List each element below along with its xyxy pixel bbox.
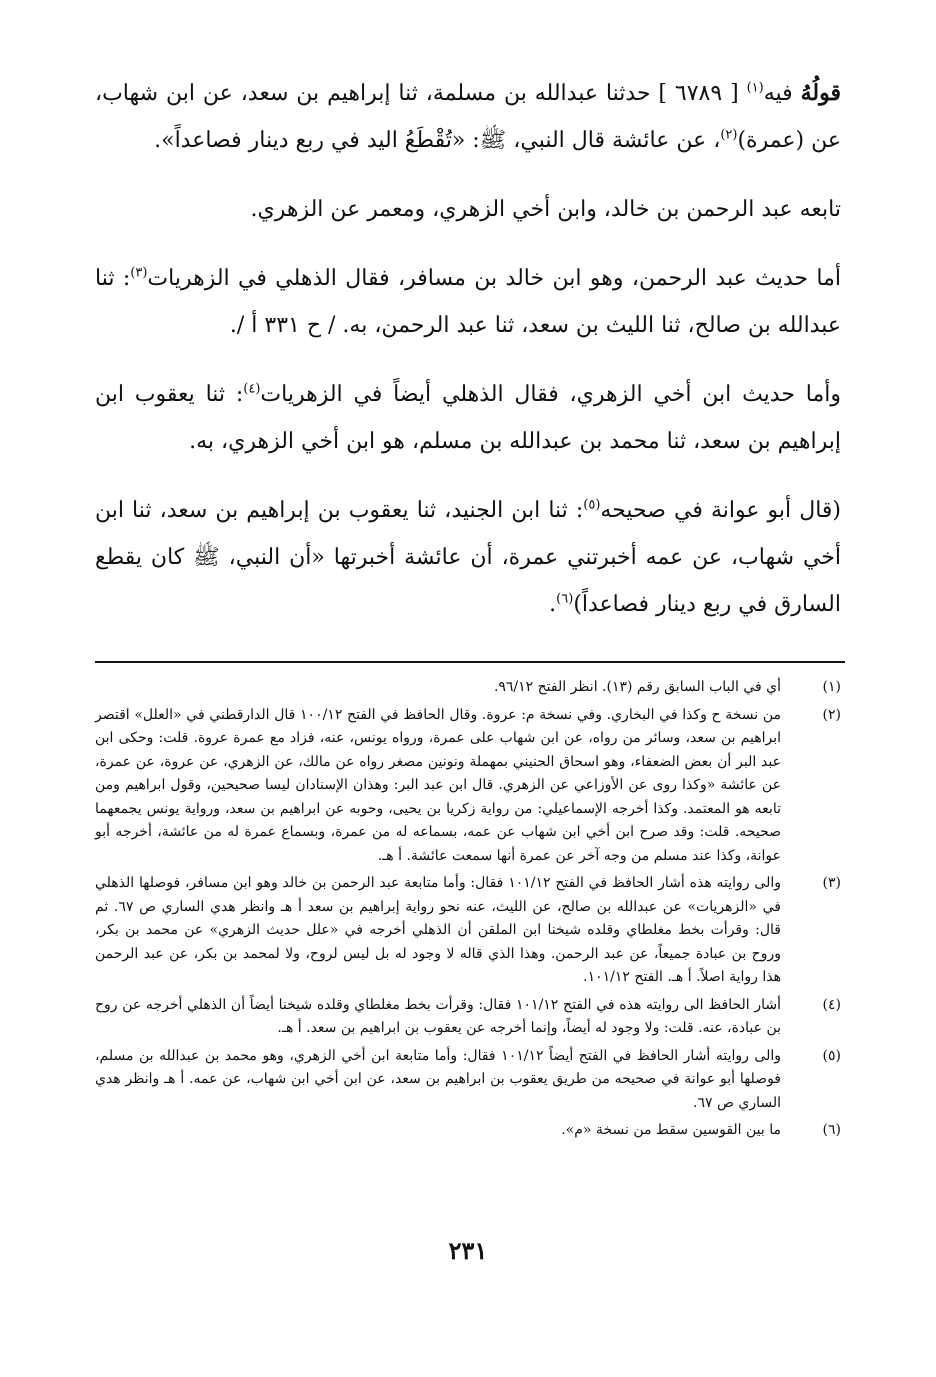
paragraph-3-text-b: : ثنا عبدالله بن صالح، ثنا الليث بن سعد، ثنا عبد الرحمن، به. / ح ٣٣١ أ /. [95, 266, 841, 338]
footnote-4 [95, 994, 841, 1041]
paragraph-4 [95, 371, 841, 465]
paragraph-1-text-b: [ ٦٧٨٩ ] حدثنا عبدالله بن مسلمة، ثنا إبراهيم بن سعد، عن ابن شهاب، عن (عمرة) [95, 81, 841, 153]
footnote-3 [95, 872, 841, 990]
footnote-text: من نسخة ح وكذا في البخاري. وفي نسخة م: عروة. وقال الحافظ في الفتح ١٠٠/١٢ قال الدارقطني في «العلل» اقتصر ابراهيم بن سعد، وسائر من رواه، عن ابن شهاب على عمرة، ورواه يونس، عنه، فزاد مع عمرة عروة. قلت: وحكى ابن عبد البر أن بعض الضعفاء، وهو اسحاق الحنيني بمهملة ونونين مصغر رواه عن مالك، عن الزهري، عن عروة، عن عمرة، عن عائشة «وكذا روى عن الأوزاعي عن الزهري. قال ابن عبد البر: وهذان الإسنادان ليسا صحيحين، وقول ابراهيم ومن تابعه هو المعتمد. وكذا أخرجه الإسماعيلي: من رواية زكريا بن يحيى، وحوبه عن ابراهيم بن سعد، ورواية يونس يجمعهما صحيحه. قلت: وقد صرح ابن أخي ابن شهاب عن عمه، بسماعه له من عمرة، وبسماع عمرة له من عائشة، أخرجه أبو عوانة، وكذا عند مسلم من وجه آخر عن عمرة أنها سمعت عائشة. أ هـ. [95, 706, 781, 864]
paragraph-1-text-a: فيه [763, 81, 801, 106]
paragraph-4-text-b: : ثنا يعقوب ابن إبراهيم بن سعد، ثنا محمد بن عبدالله بن مسلم، هو ابن أخي الزهري، به. [95, 382, 841, 454]
paragraph-1 [95, 70, 841, 164]
footnotes [95, 676, 841, 1147]
paragraph-2: تابعه عبد الرحمن بن خالد، وابن أخي الزهري، ومعمر عن الزهري. [250, 197, 841, 222]
footnote-divider [95, 661, 845, 663]
footnote-ref-5: (٥) [583, 497, 601, 513]
footnote-ref-1: (١) [746, 80, 764, 96]
footnote-number: (٢) [822, 706, 841, 723]
paragraph-5-text-a: (قال أبو عوانة في صحيحه [600, 498, 841, 523]
lead-word: قولُهُ [800, 80, 841, 106]
paragraph-5-text-c: . [549, 592, 557, 617]
footnote-text: والى روايته هذه أشار الحافظ في الفتح ١٠١/١٢ فقال: وأما متابعة عبد الرحمن بن خالد وهو ابن مسافر، فوصلها الذهلي في «الزهريات» عن عبدالله بن صالح، عن الليث، عنه نحو رواية إبراهيم بن سعد أ هـ وانظر هدي الساري ص ٦٧. ثم قال: وقرأت بخط مغلطاي وقلده شيخنا ابن الملقن أن الذهلي أخرجه في «علل حديث الزهري» عن محمد بن بكر، وروح بن عبادة جميعاً، عن عبد الرحمن. وهذا الذي قاله لا وجود له بل ليس لروح، ولا لمحمد بن بكر، عن عبد الرحمن هذا رواية اصلاً. أ هـ. الفتح ١٠١/١٢. [95, 875, 781, 985]
page-number: ٢٣١ [448, 1236, 488, 1265]
footnote-number: (١) [822, 679, 841, 695]
footnote-number: (٦) [822, 1122, 841, 1138]
paragraph-5 [95, 487, 841, 628]
footnote-ref-2: (٢) [720, 127, 738, 143]
footnote-ref-4: (٤) [243, 381, 261, 397]
paragraph-5-text-b: : ثنا ابن الجنيد، ثنا يعقوب بن إبراهيم بن سعد، ثنا ابن أخي شهاب، عن عمه أخبرتني عمرة، أن عائشة أخبرتها «أن النبي، ﷺ كان يقطع السارق في ربع دينار فصاعداً) [95, 498, 841, 617]
footnote-2 [95, 704, 841, 869]
paragraph-1-text-c: ، عن عائشة قال النبي، ﷺ: «تُقْطَعُ اليد في ربع دينار فصاعداً». [154, 128, 721, 153]
footnote-text: ما بين القوسين سقط من نسخة «م». [561, 1122, 781, 1138]
footnote-ref-3: (٣) [130, 265, 148, 281]
footnote-text: والى روايته أشار الحافظ في الفتح أيضاً ١٠١/١٢ فقال: وأما متابعة ابن أخي الزهري، وهو محمد بن عبدالله بن مسلم، فوصلها أبو عوانة في صحيحه من طريق يعقوب بن ابراهيم بن سعد، عن ابن أخي ابن شهاب، عن عمه. أ هـ وانظر هدي الساري ص ٦٧. [95, 1047, 782, 1111]
footnote-1 [95, 676, 841, 700]
footnote-number: (٤) [822, 996, 841, 1013]
paragraph-4-text-a: وأما حديث ابن أخي الزهري، فقال الذهلي أيضاً في الزهريات [260, 382, 841, 407]
main-text [95, 70, 841, 650]
paragraph-3-text-a: أما حديث عبد الرحمن، وهو ابن خالد بن مسافر، فقال الذهلي في الزهريات [147, 266, 841, 291]
footnote-text: أشار الحافظ الى روايته هذه في الفتح ١٠١/١٢ فقال: وقرأت بخط مغلطاي وقلده شيخنا أيضاً أن الذهلي أخرجه عن روح بن عبادة، عنه. قلت: ولا وجود له أيضاً، وإنما أخرجه عن يعقوب بن ابراهيم بن سعد. أ هـ. [95, 996, 782, 1036]
footnote-6 [95, 1119, 841, 1143]
footnote-text: أي في الباب السابق رقم (١٣). انظر الفتح ٩٦/١٢. [493, 679, 781, 695]
footnote-ref-6: (٦) [556, 591, 574, 607]
footnote-5 [95, 1045, 841, 1116]
footnote-number: (٥) [822, 1047, 841, 1064]
paragraph-3 [95, 255, 841, 349]
footnote-number: (٣) [822, 875, 841, 891]
